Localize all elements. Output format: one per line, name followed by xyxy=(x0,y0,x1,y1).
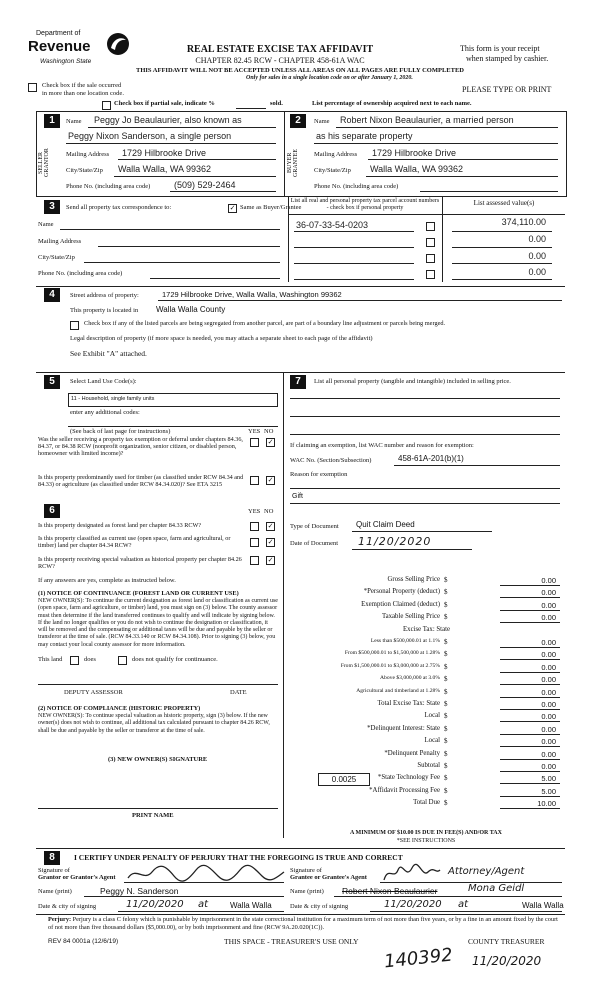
seller-city[interactable]: Walla Walla, WA 99362 xyxy=(118,164,212,174)
tax-row-value[interactable]: 10.00 xyxy=(537,799,556,809)
partial-sale-label: Check box if partial sale, indicate % xyxy=(114,100,215,107)
partial-sale-percent-field[interactable] xyxy=(236,108,266,109)
tax-row-value[interactable]: 0.00 xyxy=(541,749,556,759)
personal-property-field-3[interactable] xyxy=(290,434,560,435)
doc-date[interactable]: 11/20/2020 xyxy=(358,535,432,548)
new-owner-signature-label: (3) NEW OWNER(S) SIGNATURE xyxy=(108,756,208,763)
personal-property-field-2[interactable] xyxy=(290,416,560,417)
doc-type-label: Type of Document xyxy=(290,523,339,530)
tax-row-label: Local xyxy=(424,737,440,745)
grantor-sig-label-1: Signature of xyxy=(38,867,70,874)
deputy-assessor-label: DEPUTY ASSESSOR xyxy=(64,689,123,696)
tax-row-value[interactable]: 0.00 xyxy=(541,638,556,647)
grantee-sig-label-1: Signature of xyxy=(290,867,322,874)
tax-row-label: Local xyxy=(424,712,440,720)
sold-label: sold. xyxy=(270,100,283,107)
receipt-number: 140392 xyxy=(383,944,454,973)
tax-row-dollar: $ xyxy=(444,687,448,696)
parcel-number[interactable]: 36-07-33-54-0203 xyxy=(296,220,369,230)
grantee-print-label: Name (print) xyxy=(290,888,324,895)
tax-row-dollar: $ xyxy=(444,700,448,708)
tax-row-label: Subtotal xyxy=(417,762,440,769)
tax-row-label: Less than $500,000.01 at 1.1% xyxy=(370,638,440,644)
rev-number: REV 84 0001a (12/6/19) xyxy=(48,938,119,945)
tax-row-value[interactable]: 0.00 xyxy=(541,662,556,672)
buyer-mailing-label: Mailing Address xyxy=(314,151,358,158)
local-rate: 0.0025 xyxy=(331,775,357,784)
s6-no-header: NO xyxy=(264,508,274,515)
s6-yes-header: YES xyxy=(248,508,261,515)
forest-question: Is this property designated as forest land per chapter 84.33 RCW? xyxy=(38,522,202,529)
grantee-signature[interactable] xyxy=(382,862,442,884)
tax-row-underline xyxy=(500,808,560,809)
corr-mailing-label: Mailing Address xyxy=(38,238,82,245)
multi-location-checkbox[interactable] xyxy=(28,83,37,92)
additional-codes-label: enter any additional codes: xyxy=(70,409,140,416)
segregated-label: Check box if any of the listed parcels are being segregated from another parcel, are part of a boundary line adjustment or parcels being merged. xyxy=(84,320,446,327)
buyer-name-line1[interactable]: Robert Nixon Beaulaurier, a married person xyxy=(340,115,514,125)
seller-name-line1[interactable]: Peggy Jo Beaulaurier, also known as xyxy=(94,115,242,125)
tax-row-underline xyxy=(500,672,560,673)
dor-logo xyxy=(28,30,132,70)
print-name-label: PRINT NAME xyxy=(132,812,174,819)
tax-row-value[interactable]: 5.00 xyxy=(541,786,556,796)
land-does-label: does xyxy=(84,656,96,663)
tax-row-value[interactable]: 0.00 xyxy=(541,687,556,697)
grantor-print-name[interactable]: Peggy N. Sanderson xyxy=(100,886,179,896)
additional-codes-field[interactable] xyxy=(68,426,278,427)
seller-mailing[interactable]: 1729 Hilbrooke Drive xyxy=(122,148,207,158)
deputy-assessor-field[interactable] xyxy=(38,684,278,685)
buyer-mailing[interactable]: 1729 Hilbrooke Drive xyxy=(372,148,457,158)
section-7-number: 7 xyxy=(290,375,306,389)
logo-revenue: Revenue xyxy=(28,38,91,55)
tax-row-underline xyxy=(500,597,560,598)
tax-row-dollar: $ xyxy=(444,650,448,659)
reason-label: Reason for exemption xyxy=(290,471,348,478)
buyer-phone-field[interactable] xyxy=(420,191,558,192)
tax-row-value[interactable]: 0.00 xyxy=(541,613,556,623)
tax-row-underline xyxy=(500,746,560,747)
assessed-value[interactable]: 0.00 xyxy=(528,234,546,244)
tax-row-label: Excise Tax: State xyxy=(403,625,450,633)
located-label: This property is located in xyxy=(70,307,139,314)
seller-phone-label: Phone No. (including area code) xyxy=(66,183,151,190)
land-does-not-checkbox[interactable] xyxy=(118,656,127,665)
current-use-question: Is this property classified as current use (open space, farm and agricultural, or timber) land per chapter 84.34 RCW? xyxy=(38,535,231,549)
receipt-note-1: This form is your receipt xyxy=(460,44,540,53)
treasurer-use-only: THIS SPACE - TREASURER'S USE ONLY xyxy=(224,937,359,946)
local-rate-box[interactable] xyxy=(318,773,370,786)
tax-row-underline xyxy=(500,796,560,797)
timber-no-checkbox[interactable]: ✓ xyxy=(267,476,274,484)
tax-row-dollar: $ xyxy=(444,588,448,597)
tax-row-dollar: $ xyxy=(444,799,448,808)
section-4-number: 4 xyxy=(44,288,60,302)
this-land-label: This land xyxy=(38,656,63,663)
tax-row-label: Gross Selling Price xyxy=(387,576,440,583)
grantor-sign-city[interactable]: Walla Walla xyxy=(230,901,272,910)
county-treasurer: COUNTY TREASURER xyxy=(468,937,545,946)
tax-row-dollar: $ xyxy=(444,600,448,609)
timber-question: Is this property predominantly used for timber (as classified under RCW 84.34 and 84.33) or agriculture (as classified under RCW 84.34.020)? See ETA 3215 xyxy=(38,474,244,488)
grantee-sig-label-2: Grantee or Grantee's Agent xyxy=(290,874,367,881)
tax-row-value[interactable]: 5.00 xyxy=(541,774,556,784)
please-print: PLEASE TYPE OR PRINT xyxy=(462,85,552,94)
doc-type[interactable]: Quit Claim Deed xyxy=(356,520,415,529)
doc-date-label: Date of Document xyxy=(290,540,339,547)
tax-row-value[interactable]: 0.00 xyxy=(541,700,556,709)
tax-row-label: From $500,000.01 to $1,500,000 at 1.28% xyxy=(344,650,440,657)
parcels-header: List all real and personal property tax parcel account numbers - check box if personal property xyxy=(290,198,440,211)
grantee-print-name[interactable]: Robert Nixon Beaulaurier xyxy=(342,886,438,896)
tax-row-value[interactable]: 0.00 xyxy=(541,600,556,610)
tax-row-underline xyxy=(500,709,560,710)
buyer-name-line2[interactable]: as his separate property xyxy=(316,131,413,141)
section-3-number: 3 xyxy=(44,200,60,214)
assessed-value[interactable]: 0.00 xyxy=(528,251,546,261)
tax-row-value[interactable]: 0.00 xyxy=(541,762,556,771)
tax-row-underline xyxy=(500,684,560,685)
grantee-date-label: Date & city of signing xyxy=(290,903,349,910)
tax-row-label: Agricultural and timberland at 1.28% xyxy=(356,687,440,694)
tax-row-dollar: $ xyxy=(444,786,448,795)
send-correspondence-label: Send all property tax correspondence to: xyxy=(66,204,172,211)
tax-row-label: Total Excise Tax: State xyxy=(377,700,440,707)
tax-row-underline xyxy=(500,771,560,772)
personal-property-field-1[interactable] xyxy=(290,398,560,399)
only-for-text: Only for sales in a single location code on or after January 1, 2020. xyxy=(246,75,413,81)
tax-row-dollar: $ xyxy=(444,613,448,622)
tax-row-dollar: $ xyxy=(444,724,448,733)
perjury-notice xyxy=(48,916,560,932)
perjury-label: Perjury: xyxy=(48,916,72,923)
s5-yes-header: YES xyxy=(248,428,261,435)
tax-row-label: *Affidavit Processing Fee xyxy=(369,786,440,794)
notice2-title: (2) NOTICE OF COMPLIANCE (HISTORIC PROPERTY) xyxy=(38,705,201,712)
grantee-sig-title: Attorney/Agent xyxy=(448,866,525,877)
corr-phone-label: Phone No. (including area code) xyxy=(38,270,123,277)
revenue-swirl-icon xyxy=(106,32,130,56)
corr-mailing-field[interactable] xyxy=(98,246,280,247)
grantor-at: at xyxy=(198,899,209,910)
street-address[interactable]: 1729 Hilbrooke Drive, Walla Walla, Washington 99362 xyxy=(162,290,342,299)
perjury-text: Perjury is a class C felony which is punishable by imprisonment in the state correctional institution for a maximum term of not more than five years, or by a fine in an amount fixed by the court of not more than five thousand dollars ($5,000.00), or by both imprisonment and fine (RCW 9A.20.020(1C)). xyxy=(48,916,558,931)
certify-text: I CERTIFY UNDER PENALTY OF PERJURY THAT THE FOREGOING IS TRUE AND CORRECT xyxy=(74,853,403,862)
grantee-at: at xyxy=(458,899,469,910)
grantor-date-label: Date & city of signing xyxy=(38,903,97,910)
tax-row-dollar: $ xyxy=(444,675,448,684)
tax-row-label: Above $3,000,000 at 3.0% xyxy=(380,675,440,682)
located-county[interactable]: Walla Walla County xyxy=(156,305,226,314)
tax-row-value[interactable]: 0.00 xyxy=(541,737,556,747)
buyer-phone-label: Phone No. (including area code) xyxy=(314,183,399,190)
buyer-name-label: Name xyxy=(314,118,330,125)
tax-row-underline xyxy=(500,734,560,735)
notice1-title: (1) NOTICE OF CONTINUANCE (FOREST LAND OR CURRENT USE) xyxy=(38,590,239,597)
tax-row-label: *Personal Property (deduct) xyxy=(363,588,440,596)
land-use-select[interactable] xyxy=(68,393,278,407)
tax-row-label: Taxable Selling Price xyxy=(381,613,440,621)
seller-mailing-label: Mailing Address xyxy=(66,151,110,158)
see-back-label: (See back of last page for instructions) xyxy=(70,428,171,435)
tax-row-underline xyxy=(500,659,560,660)
parcel-personal-checkbox[interactable] xyxy=(426,238,435,247)
tax-row-underline xyxy=(500,622,560,623)
wac-label: WAC No. (Section/Subsection) xyxy=(290,457,372,464)
tax-row-dollar: $ xyxy=(444,737,448,746)
tax-row-value[interactable]: 0.00 xyxy=(541,724,556,734)
grantor-print-label: Name (print) xyxy=(38,888,72,895)
seller-name-label: Name xyxy=(66,118,82,125)
current-use-no-checkbox[interactable]: ✓ xyxy=(267,538,274,546)
receipt-date: 11/20/2020 xyxy=(472,954,542,968)
assessed-value[interactable]: 0.00 xyxy=(528,267,546,277)
buyer-side-label: BUYER GRANTEE xyxy=(287,149,299,177)
logo-state: Washington State xyxy=(40,58,92,65)
forest-no-checkbox[interactable]: ✓ xyxy=(267,522,274,530)
tax-row-label: *Delinquent Penalty xyxy=(384,749,440,757)
form-chapters: CHAPTER 82.45 RCW - CHAPTER 458-61A WAC xyxy=(195,56,365,65)
seller-city-label: City/State/Zip xyxy=(66,167,103,174)
tax-row-dollar: $ xyxy=(444,774,448,783)
parcel-personal-checkbox[interactable] xyxy=(426,254,435,263)
section-1-number: 1 xyxy=(44,114,60,128)
tax-row-value[interactable]: 0.00 xyxy=(541,712,556,722)
historic-yes-checkbox[interactable] xyxy=(250,556,259,565)
tax-row-value[interactable]: 0.00 xyxy=(541,650,556,660)
buyer-city-label: City/State/Zip xyxy=(314,167,351,174)
same-as-buyer-checkbox[interactable]: ✓ xyxy=(229,204,236,212)
section-5-number: 5 xyxy=(44,375,60,389)
see-instructions: *SEE INSTRUCTIONS xyxy=(396,838,456,844)
seller-phone[interactable]: (509) 529-2464 xyxy=(174,180,236,190)
grantor-sign-date[interactable]: 11/20/2020 xyxy=(126,899,184,910)
deputy-date-label: DATE xyxy=(230,689,247,696)
section-2-number: 2 xyxy=(290,114,306,128)
assessed-value[interactable]: 374,110.00 xyxy=(501,217,546,227)
tax-row-dollar: $ xyxy=(444,662,448,671)
tax-row-dollar: $ xyxy=(444,749,448,758)
corr-city-field[interactable] xyxy=(84,262,280,263)
tax-row-label: *Delinquent Interest: State xyxy=(367,724,440,732)
same-as-buyer-label: Same as Buyer/Grantee xyxy=(240,204,302,211)
ownership-label: List percentage of ownership acquired next to each name. xyxy=(312,100,472,107)
exemption-yes-checkbox[interactable] xyxy=(250,438,259,447)
historic-no-checkbox[interactable]: ✓ xyxy=(267,556,274,564)
assessed-header: List assessed value(s) xyxy=(473,199,535,207)
land-does-checkbox[interactable] xyxy=(70,656,79,665)
s5-no-header: NO xyxy=(264,428,274,435)
exemption-claim-label: If claiming an exemption, list WAC number and reason for exemption: xyxy=(290,442,474,449)
grantor-signature[interactable] xyxy=(126,862,286,884)
tax-row-value[interactable]: 0.00 xyxy=(541,576,556,585)
tax-row-dollar: $ xyxy=(444,712,448,721)
tax-row-underline xyxy=(500,610,560,611)
historic-question: Is this property receiving special valuation as historical property per chapter 84.26 RCW? xyxy=(38,556,242,570)
tax-row-underline xyxy=(500,697,560,698)
grantee-print-name-hw[interactable]: Mona Geidl xyxy=(468,883,525,894)
minimum-due: A MINIMUM OF $10.00 IS DUE IN FEE(S) AND/OR TAX xyxy=(350,830,502,836)
timber-yes-checkbox[interactable] xyxy=(250,476,259,485)
tax-row-underline xyxy=(500,783,560,784)
tax-row-label: *State Technology Fee xyxy=(377,774,440,782)
tax-row-label: Total Due xyxy=(413,799,440,807)
street-label: Street address of property: xyxy=(70,292,139,299)
section-8-number: 8 xyxy=(44,851,60,865)
form-title: REAL ESTATE EXCISE TAX AFFIDAVIT xyxy=(186,44,374,55)
legal-desc-label: Legal description of property (if more space is needed, you may attach a separate sheet to each page of the affidavit) xyxy=(70,335,373,342)
multi-location-label-1: Check box if the sale occurred xyxy=(42,82,122,89)
partial-sale-checkbox[interactable] xyxy=(102,101,111,110)
land-use-value: 11 - Household, single family units xyxy=(71,396,155,402)
tax-row-dollar: $ xyxy=(444,638,448,646)
warning-text: THIS AFFIDAVIT WILL NOT BE ACCEPTED UNLESS ALL AREAS ON ALL PAGES ARE FULLY COMPLETED xyxy=(136,67,464,74)
corr-phone-field[interactable] xyxy=(150,278,280,279)
new-owner-signature-field[interactable] xyxy=(38,808,278,809)
seller-side-label: SELLER GRANTOR xyxy=(38,148,50,178)
notice1-body: NEW OWNER(S): To continue the current designation as forest land or classification as current use (open space, farm and agriculture, or timber) land, you must sign on (3) below. The county assessor must then determine if the land transferred continues to qualify and will indicate by signing below. If the land no longer qualifies or you do not wish to continue the designation or classification, it will be removed and the compensating or additional taxes will be due and payable by the seller or transferor at the time of sale. (RCW 84.33.140 or RCW 84.34.108). Prior to signing (3) below, you may contact your local county assessor for more information. xyxy=(38,598,278,648)
tax-row-label: Exemption Claimed (deduct) xyxy=(361,600,440,608)
grantee-sign-city[interactable]: Walla Walla xyxy=(522,901,564,910)
if-yes-text: If any answers are yes, complete as instructed below. xyxy=(38,577,176,584)
tax-row-underline xyxy=(500,759,560,760)
tax-row-label: From $1,500,000.01 to $3,000,000 at 2.75% xyxy=(340,662,440,669)
corr-name-field[interactable] xyxy=(60,229,280,230)
receipt-note-2: when stamped by cashier. xyxy=(466,54,549,63)
wac-number[interactable]: 458-61A-201(b)(1) xyxy=(398,454,464,463)
notice2-body: NEW OWNER(S): To continue special valuation as historic property, sign (3) below. If the new owner(s) does not wish to continue, all additional tax calculated pursuant to chapter 84.26 RCW, shall be due and payable by the seller or transferor at the time of sale. xyxy=(38,713,270,734)
corr-name-label: Name xyxy=(38,221,54,228)
corr-city-label: City/State/Zip xyxy=(38,254,75,261)
seller-name-line2[interactable]: Peggy Nixon Sanderson, a single person xyxy=(68,131,232,141)
parcel-personal-checkbox[interactable] xyxy=(426,270,435,279)
logo-dept: Department of xyxy=(36,30,81,37)
tax-row-underline xyxy=(500,721,560,722)
exemption-reason[interactable]: Gift xyxy=(292,493,303,500)
personal-property-label: List all personal property (tangible and intangible) included in selling price. xyxy=(314,378,511,385)
exemption-question: Was the seller receiving a property tax exemption or deferral under chapters 84.36, 84.37, or 84.38 RCW (nonprofit organization, senior citizen, or disabled person, homeowner with limited income)? xyxy=(38,436,243,457)
parcel-personal-checkbox[interactable] xyxy=(426,222,435,231)
grantor-sig-label-2: Grantor or Grantor's Agent xyxy=(38,874,116,881)
forest-yes-checkbox[interactable] xyxy=(250,522,259,531)
tax-row-dollar: $ xyxy=(444,576,448,584)
section-6-number: 6 xyxy=(44,504,60,518)
tax-row-underline xyxy=(500,585,560,586)
multi-location-label-2: in more than one location code. xyxy=(42,90,124,97)
tax-row-dollar: $ xyxy=(444,762,448,770)
current-use-yes-checkbox[interactable] xyxy=(250,538,259,547)
grantee-sign-date[interactable]: 11/20/2020 xyxy=(384,899,442,910)
tax-row-value[interactable]: 0.00 xyxy=(541,675,556,685)
land-use-label: Select Land Use Code(s): xyxy=(70,378,137,385)
segregated-checkbox[interactable] xyxy=(70,321,79,330)
tax-row-underline xyxy=(500,647,560,648)
buyer-city[interactable]: Walla Walla, WA 99362 xyxy=(370,164,464,174)
exemption-no-checkbox[interactable]: ✓ xyxy=(267,438,274,446)
land-does-not-label: does not qualify for continuance. xyxy=(132,656,218,663)
tax-row-value[interactable]: 0.00 xyxy=(541,588,556,598)
legal-desc-value[interactable]: See Exhibit "A" attached. xyxy=(70,349,147,358)
